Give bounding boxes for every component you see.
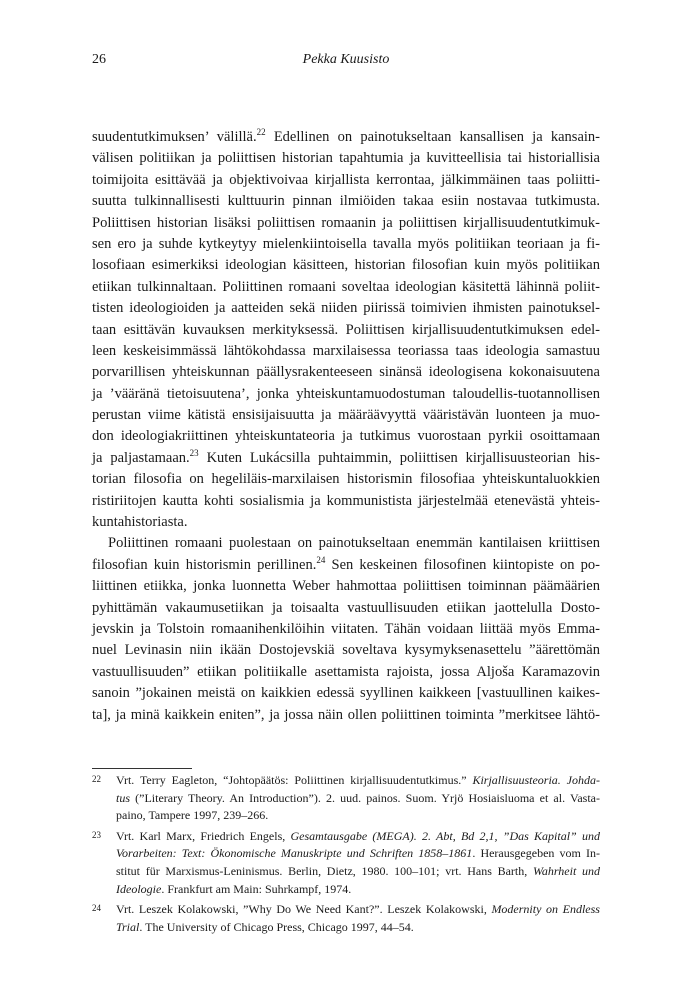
footnote — [92, 828, 600, 898]
body-line: losofiaan esimerkiksi ideologian käsitteen, historian filosofian kuin myös politiikan — [92, 257, 600, 274]
footnote-reference[interactable]: 23 — [189, 448, 199, 459]
body-line: ja paljastamaan.$^{23}$ Kuten Lukácsilla puhtaimmin, poliittisen kirjallisuusteorian his- — [92, 448, 600, 466]
body-line: toimijoita esittävää ja objektivoivaa kirjallista kerrontaa, jälkimmäinen taas poliitti- — [92, 171, 600, 188]
body-line: ristiriitojen kautta kohti sosialismia ja kommunistista järjestelmää etenevästä yhteis- — [92, 492, 600, 509]
running-head: Pekka Kuusisto — [302, 52, 390, 67]
body-line: perustan viime kätistä ensisijaisuutta ja määräävyyttä vääristävän luonteen ja muo- — [92, 407, 600, 424]
body-line: tisten ideologioiden ja aatteiden sekä niiden piirissä toimivien ihmisten painotuksel- — [92, 300, 600, 317]
body-line: don ideologiakriittinen yhteiskuntateoria ja tutkimus vuorostaan pyrkii osoittamaan — [92, 428, 600, 445]
footnotes — [92, 772, 600, 939]
body-line: Poliittinen romaani puolestaan on painotukseltaan enemmän kantilaisen kriittisen — [108, 535, 600, 552]
body-line: suutta tulkinnallisesti kulttuurin pinnan ilmiöiden takaa esiin nostavaa tutkimusta. — [92, 193, 600, 210]
footnote-line: Vorarbeiten: Text: Ökonomische Manuskripte und Schriften 1858–1861. Herausgegeben vom In- — [116, 846, 600, 861]
footnote — [92, 901, 600, 936]
body-line: liittinen etiikka, jonka luonnetta Weber hahmottaa poliittisen toiminnan päämäärien — [92, 578, 600, 595]
body-line: kuntahistoriasta. — [92, 514, 188, 531]
body-line: vastuullisuuden” etiikan politiikalle asettamista rajoista, jossa Aljoša Karamazovin — [92, 663, 600, 680]
body-line: leen keskeisimmässä lähtökohdassa marxilaisessa teoriassa taas ideologia samastuu — [92, 342, 600, 359]
page-number: 26 — [92, 52, 106, 67]
footnote-number: 24 — [92, 903, 101, 914]
body-line: porvarillisen yhteiskunnan päällysrakenteeseen sinänsä ideologisena kokonaisuutena — [92, 364, 600, 381]
body-line: välisen politiikan ja poliittisen historian tapahtumia ja kuvitteellisia tai historiallisia — [92, 150, 600, 167]
body-line: etiikan tulkinnaltaan. Poliittinen romaani soveltaa ideologian käsitettä lähinnä poliit- — [92, 278, 600, 295]
body-line: ja ’vääränä tietoisuutena’, jonka yhteiskuntamuodostuman taloudellis-tuotannollisen — [92, 385, 600, 402]
body-line: sen ero ja suhde kytkeytyy mielenkiintoisella tavalla myös politiikan teoriaan ja fi- — [92, 235, 600, 252]
footnote-line: tus (”Literary Theory. An Introduction”). 2. uud. painos. Suom. Yrjö Hosiaisluoma et al. Vasta- — [116, 790, 600, 805]
footnote-line: Vrt. Leszek Kolakowski, ”Why Do We Need Kant?”. Leszek Kolakowski, Modernity on Endless — [116, 902, 600, 917]
body-line: ta], ja minä kaikkein eniten”, ja jossa näin ollen poliittinen toiminta ”merkitsee lähtö- — [92, 706, 600, 723]
body-line: pyhittämän vakaumusetiikan ja toisaalta vastuullisuuden etiikan jaottelulla Dosto- — [92, 599, 600, 616]
footnote-rule — [92, 768, 192, 769]
footnote-line: stitut für Marxismus-Leninismus. Berlin, Dietz, 1980. 100–101; vrt. Hans Barth, Wahrheit und — [116, 863, 600, 878]
footnote-line: Trial. The University of Chicago Press, Chicago 1997, 44–54. — [116, 919, 414, 934]
footnote-reference[interactable]: 22 — [256, 127, 266, 138]
body-line: nuel Levinasin niin ikään Dostojevskiä soveltava kysymyksenasettelu ”äärettömän — [92, 642, 600, 659]
body-line: torian filosofia on hegeliläis-marxilaisen historismin filosofiaa yhteiskuntaluokkien — [92, 471, 600, 488]
body-line: sanoin ”jokainen meistä on kaikkien edessä syyllinen kaikkeen [vastuullinen kaikes- — [92, 685, 600, 702]
body-line: suudentutkimuksen’ välillä.$^{22}$ Edellinen on painotukseltaan kansallisen ja kansain- — [92, 127, 600, 145]
body-line: jevskin ja Tolstoin romaanihenkilöihin viitaten. Tähän voidaan liittää myös Emma- — [92, 620, 600, 637]
footnote-number: 22 — [92, 774, 101, 784]
body-line: Poliittisen historian lisäksi poliittisen romaanin ja poliittisen kirjallisuudentutkimuk- — [92, 214, 600, 231]
footnote-line: Ideologie. Frankfurt am Main: Suhrkampf, 1974. — [116, 881, 352, 896]
body-line: taan esittävän kuvauksen merkityksessä. Poliittisen kirjallisuudentutkimuksen edel- — [92, 321, 600, 338]
footnote — [92, 772, 600, 825]
footnote-line: Vrt. Terry Eagleton, “Johtopäätös: Poliittinen kirjallisuudentutkimus.” Kirjallisuusteoria. Johda- — [116, 773, 601, 787]
body-line: filosofian kuin historismin perillinen.$^{24}$ Sen keskeinen filosofinen kiintopiste on po- — [92, 554, 600, 573]
footnote-line: paino, Tampere 1997, 239–266. — [116, 808, 269, 823]
footnote-reference[interactable]: 24 — [316, 554, 326, 565]
page-header — [92, 52, 600, 72]
footnote-line: Vrt. Karl Marx, Friedrich Engels, Gesamtausgabe (MEGA). 2. Abt, Bd 2,1, ”Das Kapital” und — [116, 828, 600, 843]
footnote-number: 23 — [92, 829, 101, 840]
body-text — [92, 127, 600, 726]
